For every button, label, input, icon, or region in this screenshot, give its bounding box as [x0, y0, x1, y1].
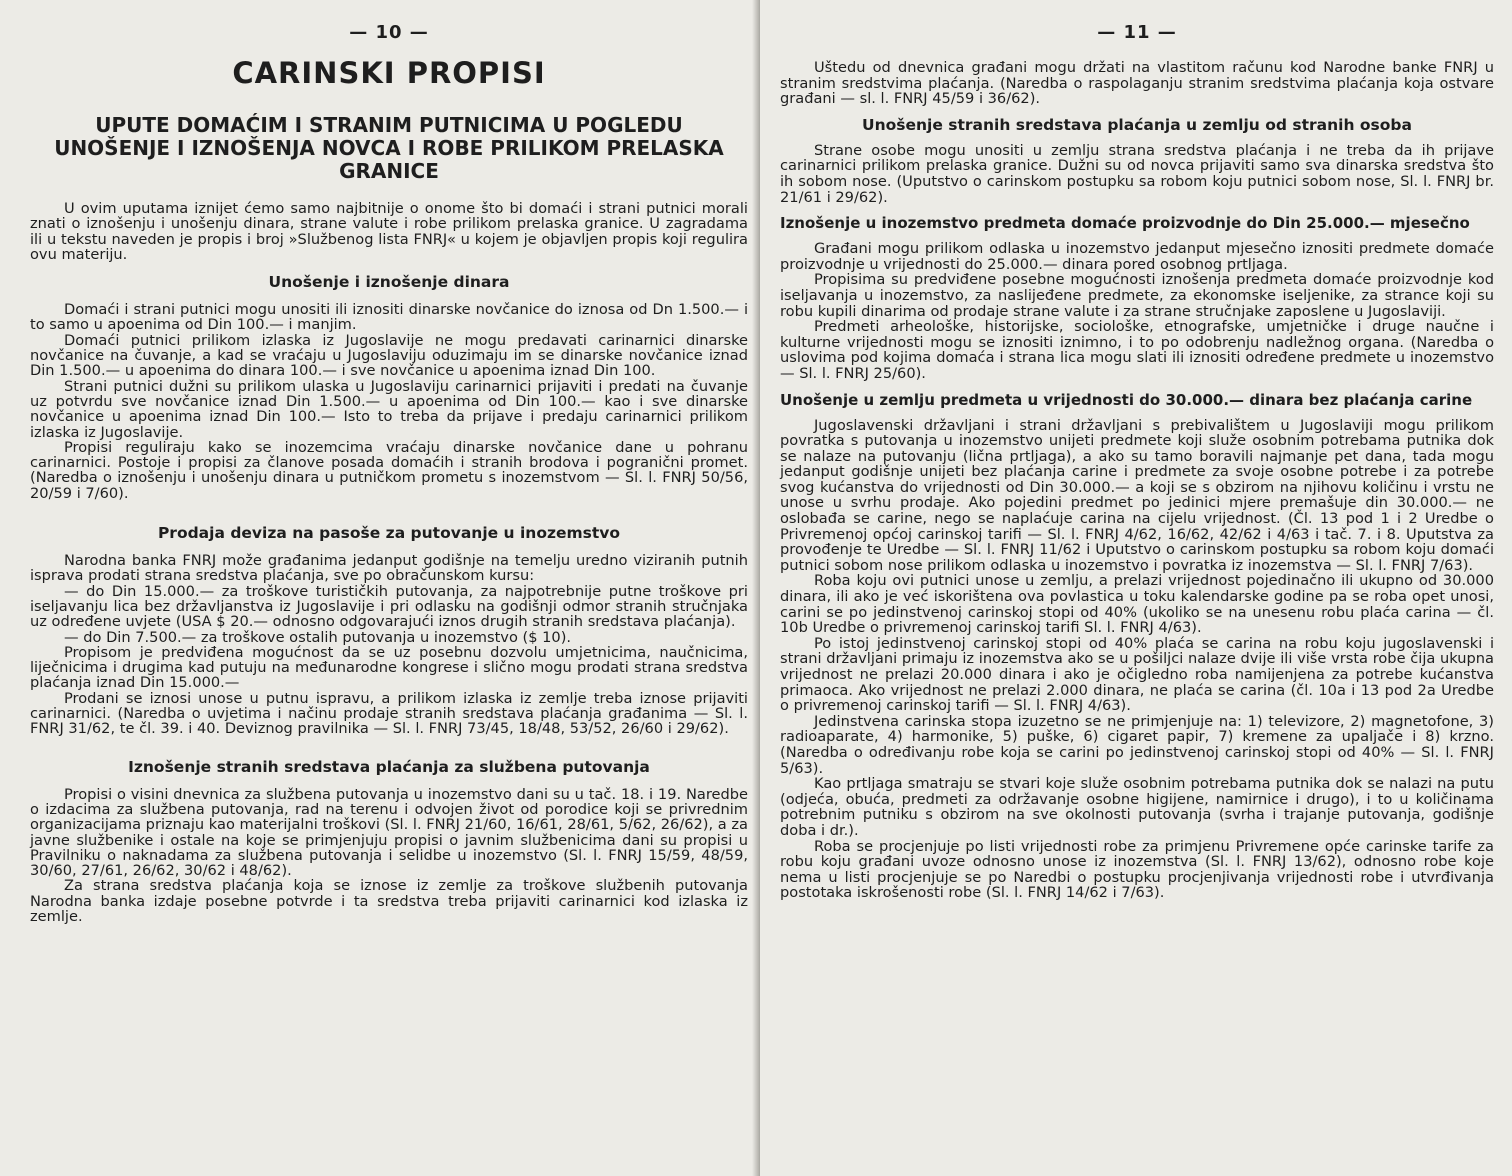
paragraph: Za strana sredstva plaćanja koja se iznose iz zemlje za troškove službenih putovanja Narodna banka izdaje posebne potvrde i ta sredstva treba prijaviti carinarnici kod izlaska iz zemlje. — [30, 877, 748, 925]
paragraph: Prodani se iznosi unose u putnu ispravu, a prilikom izlaska iz zemlje treba iznose prijaviti carinarnici. (Naredba o uvjetima i načinu prodaje stranih sredstava plaćanja građanima — Sl. l. FNRJ 31/62, te čl. 39. i 40. Deviznog pravilnika — Sl. l. FNRJ 73/45, 18/48, 53/52, 26/60 i 29/62). — [30, 689, 748, 738]
paragraph: — do Din 15.000.— za troškove turističkih putovanja, za najpotrebnije putne troškove pri iseljavanju lica bez državljanstva iz Jugoslavije i pri odlasku na godišnji odmor stranih stručnjaka uz određene uvjete (USA $ 20.— odnosno odgovarajući iznos drugih stranih sredstava plaćanja). — [30, 582, 748, 631]
paragraph: Po istoj jedinstvenoj carinskoj stopi od 40% plaća se carina na robu koju jugoslavenski i strani državljani primaju iz inozemstva ako se u pošiljci nalaze dvije ili više vrsta robe čija ukupna vrijednost ne prelazi 20.000 dinara i ako je očigledno roba namijenjena za potrebe kućanstva primaoca. Ako vrijednost ne prelazi 2.000 dinara, ne plaća se carina (čl. 10a i 13 pod 2a Uredbe o privremenoj carinskoj tarifi — Sl. l. FNRJ 4/63). — [780, 634, 1494, 715]
section-heading: Unošenje stranih sredstava plaćanja u zemlju od stranih osoba — [862, 115, 1412, 134]
paragraph: Roba se procjenjuje po listi vrijednosti robe za primjenu Privremene opće carinske tarife za robu koju građani uvoze odnosno unose iz inozemstva (Sl. l. FNRJ 13/62), odnosno robe koje nema u listi procjenjuje se po Naredbi o postupku procjenjivanja vrijednosti robe i utvrđivanja postotaka iskrošenosti robe (Sl. l. FNRJ 14/62 i 7/63). — [780, 837, 1494, 902]
section-heading: Prodaja deviza na pasoše za putovanje u inozemstvo — [157, 524, 621, 543]
intro-paragraph: U ovim uputama iznijet ćemo samo najbitnije o onome što bi domaći i strani putnici morali znati o iznošenju i unošenju dinara, strane valute i robe prilikom prelaska granice. U zagradama ili u tekstu naveden je propis i broj »Službenog lista FNRJ« u kojem je objavljen propis koji regulira ovu materiju. — [30, 200, 748, 263]
paragraph: Narodna banka FNRJ može građanima jedanput godišnje na temelju uredno viziranih putnih isprava prodati strana sredstva plaćanja, sve po obračunskom kursu: — [30, 552, 748, 585]
paragraph: Propisi reguliraju kako se inozemcima vraćaju dinarske novčanice dane u pohranu carinarnici. Postoje i propisi za članove posada domaćih i stranih brodova i pogranični promet. (Naredba o iznošenju i unošenju dinara u putničkom prometu s inozemstvom — Sl. l. FNRJ 50/56, 20/59 i 7/60). — [30, 438, 748, 502]
page-number: — 11 — — [1097, 22, 1177, 43]
paragraph: Propisima su predviđene posebne mogućnosti iznošenja predmeta domaće proizvodnje kod iseljavanja u inozemstvo, za naslijeđene predmete, za ekonomske iseljenike, za strance koji su robu kupili dinarima od prodaje strane valute i za strane stručnjake zaposlene u Jugoslaviji. — [780, 271, 1494, 320]
section-heading: Unošenje u zemlju predmeta u vrijednosti do 30.000.— dinara bez plaćanja carine — [780, 390, 1473, 409]
paragraph: Domaći putnici prilikom izlaska iz Jugoslavije ne mogu predavati carinarnici dinarske novčanice na čuvanje, a kad se vraćaju u Jugoslaviju oduzimaju im se dinarske novčanice iznad Din 1.500.— u apoenima do dinara 100.— i sve novčanice u apoenima iznad Din 100. — [30, 331, 748, 380]
paragraph: Propisom je predviđena mogućnost da se uz posebnu dozvolu umjetnicima, naučnicima, liječnicima i drugima kad putuju na međunarodne kongrese i slično mogu prodati strana sredstva plaćanja iznad Din 15.000.— — [30, 643, 748, 692]
paragraph: Uštedu od dnevnica građani mogu držati na vlastitom računu kod Narodne banke FNRJ u stranim sredstvima plaćanja. (Naredba o raspolaganju stranim sredstvima plaćanja koja ostvare građani — sl. l. FNRJ 45/59 i 36/62). — [780, 59, 1494, 108]
chapter-title: CARINSKI PROPISI — [232, 56, 546, 90]
paragraph: Predmeti arheološke, historijske, sociološke, etnografske, umjetničke i druge naučne i kulturne vrijednosti mogu se iznositi iznimno, i to po odobrenju nadležnog organa. (Naredba o uslovima pod kojima domaća i strana lica mogu slati ili iznositi određene predmete u inozemstvo — Sl. l. FNRJ 25/60). — [780, 318, 1494, 382]
paragraph: Građani mogu prilikom odlaska u inozemstvo jedanput mjesečno iznositi predmete domaće proizvodnje u vrijednosti do 25.000.— dinara pored osobnog prtljaga. — [780, 240, 1494, 273]
right-page — [760, 0, 1512, 1176]
paragraph: Propisi o visini dnevnica za službena putovanja u inozemstvo dani su u tač. 18. i 19. Naredbe o izdacima za službena putovanja, rad na terenu i odvojen život od porodice koji se privrednim organizacijama priznaju kao materijalni troškovi (Sl. l. FNRJ 21/60, 16/61, 28/61, 5/62, 26/62), a za javne službenike i ostale na koje se primjenjuju propisi o javnim službenicima dani su propisi u Pravilniku o naknadama za službena putovanja i selidbe u inozemstvo (Sl. l. FNRJ 15/59, 48/59, 30/60, 27/61, 26/62, 30/62 i 48/62). — [30, 785, 748, 880]
section-heading: Iznošenje stranih sredstava plaćanja za službena putovanja — [128, 757, 650, 776]
paragraph: — do Din 7.500.— za troškove ostalih putovanja u inozemstvo ($ 10). — [64, 628, 572, 646]
section-heading: Unošenje i iznošenje dinara — [268, 273, 510, 292]
paragraph: Jedinstvena carinska stopa izuzetno se ne primjenjuje na: 1) televizore, 2) magnetofone, 3) radioaparate, 4) harmonike, 5) puške, 6) cigaret papir, 7) kremene za upaljače i 8) krzno. (Naredba o određivanju robe koja se carini po jedinstvenoj carinskoj stopi od 40% — Sl. l. FNRJ 5/63). — [780, 712, 1494, 777]
paragraph: Strane osobe mogu unositi u zemlju strana sredstva plaćanja i ne treba da ih prijave carinarnici prilikom prelaska granice. Dužni su od novca prijaviti samo sva dinarska sredstva što ih sobom nose. (Uputstvo o carinskom postupku sa robom koju putnici sobom nose, Sl. l. FNRJ br. 21/61 i 29/62). — [780, 141, 1494, 206]
paragraph: Domaći i strani putnici mogu unositi ili iznositi dinarske novčanice do iznosa od Dn 1.500.— i to samo u apoenima od Din 100.— i manjim. — [30, 301, 748, 334]
chapter-subtitle: UPUTE DOMAĆIM I STRANIM PUTNICIMA U POGLEDU UNOŠENJE I IZNOŠENJA NOVCA I ROBE PRILIKOM PRELASKA GRANICE — [54, 113, 724, 183]
page-number: — 10 — — [349, 22, 429, 43]
paragraph: Roba koju ovi putnici unose u zemlju, a prelazi vrijednost pojedinačno ili ukupno od 30.000 dinara, ili ako je već iskorištena ova povlastica u toku kalendarske godine pa se roba opet unosi, carini se po jedinstvenoj carinskoj stopi od 40% (ukoliko se na unesenu robu plaća carina — čl. 10b Uredbe o privremenoj carinskoj tarifi Sl. l. FNRJ 4/63). — [780, 572, 1494, 637]
paragraph: Kao prtljaga smatraju se stvari koje služe osobnim potrebama putnika dok se nalazi na putu (odjeća, obuća, predmeti za održavanje osobne higijene, namirnice i drugo), i to u količinama potrebnim putniku s obzirom na sve okolnosti putovanja (svrha i trajanje putovanja, godišnje doba i dr.). — [780, 775, 1494, 839]
paragraph: Strani putnici dužni su prilikom ulaska u Jugoslaviju carinarnici prijaviti i predati na čuvanje uz potvrdu sve novčanice iznad Din 1.500.— u apoenima od Din 100.— kao i sve dinarske novčanice u apoenima iznad Din 100.— Isto to treba da prijave i predaju carinarnici prilikom izlaska iz Jugoslavije. — [30, 377, 748, 441]
paragraph: Jugoslavenski državljani i strani državljani s prebivalištem u Jugoslaviji mogu prilikom povratka s putovanja u inozemstvo unijeti predmete koji služe osobnim potrebama putnika dok se nalaze na putovanju (lična prtljaga), a ako su tamo boravili najmanje pet dana, tada mogu jedanput godišnje unijeti bez plaćanja carine i predmete za svoje osobne potrebe i za potrebe svog kućanstva do vrijednosti od Din 30.000.— a koji se s obzirom na njihovu količinu i vrstu ne unose u svrhu prodaje. Ako pojedini predmet po jedinici mjere premašuje din 30.000.— ne oslobađa se carine, nego se naplaćuje carina na cijelu vrijednost. (Čl. 13 pod 1 i 2 Uredbe o Privremenoj općoj carinskoj tarifi — Sl. l. FNRJ 4/62, 16/62, 42/62 i 4/63 i tač. 7. i 8. Uputstva za provođenje te Uredbe — Sl. l. FNRJ 11/62 i Uputstvo o carinskom postupku sa robom koju domaći putnici sobom nose prilikom odlaska u inozemstvo i povratka iz inozemstva — Sl. l. FNRJ 7/63). — [780, 416, 1494, 574]
section-heading: Iznošenje u inozemstvo predmeta domaće proizvodnje do Din 25.000.— mjesečno — [780, 214, 1470, 233]
